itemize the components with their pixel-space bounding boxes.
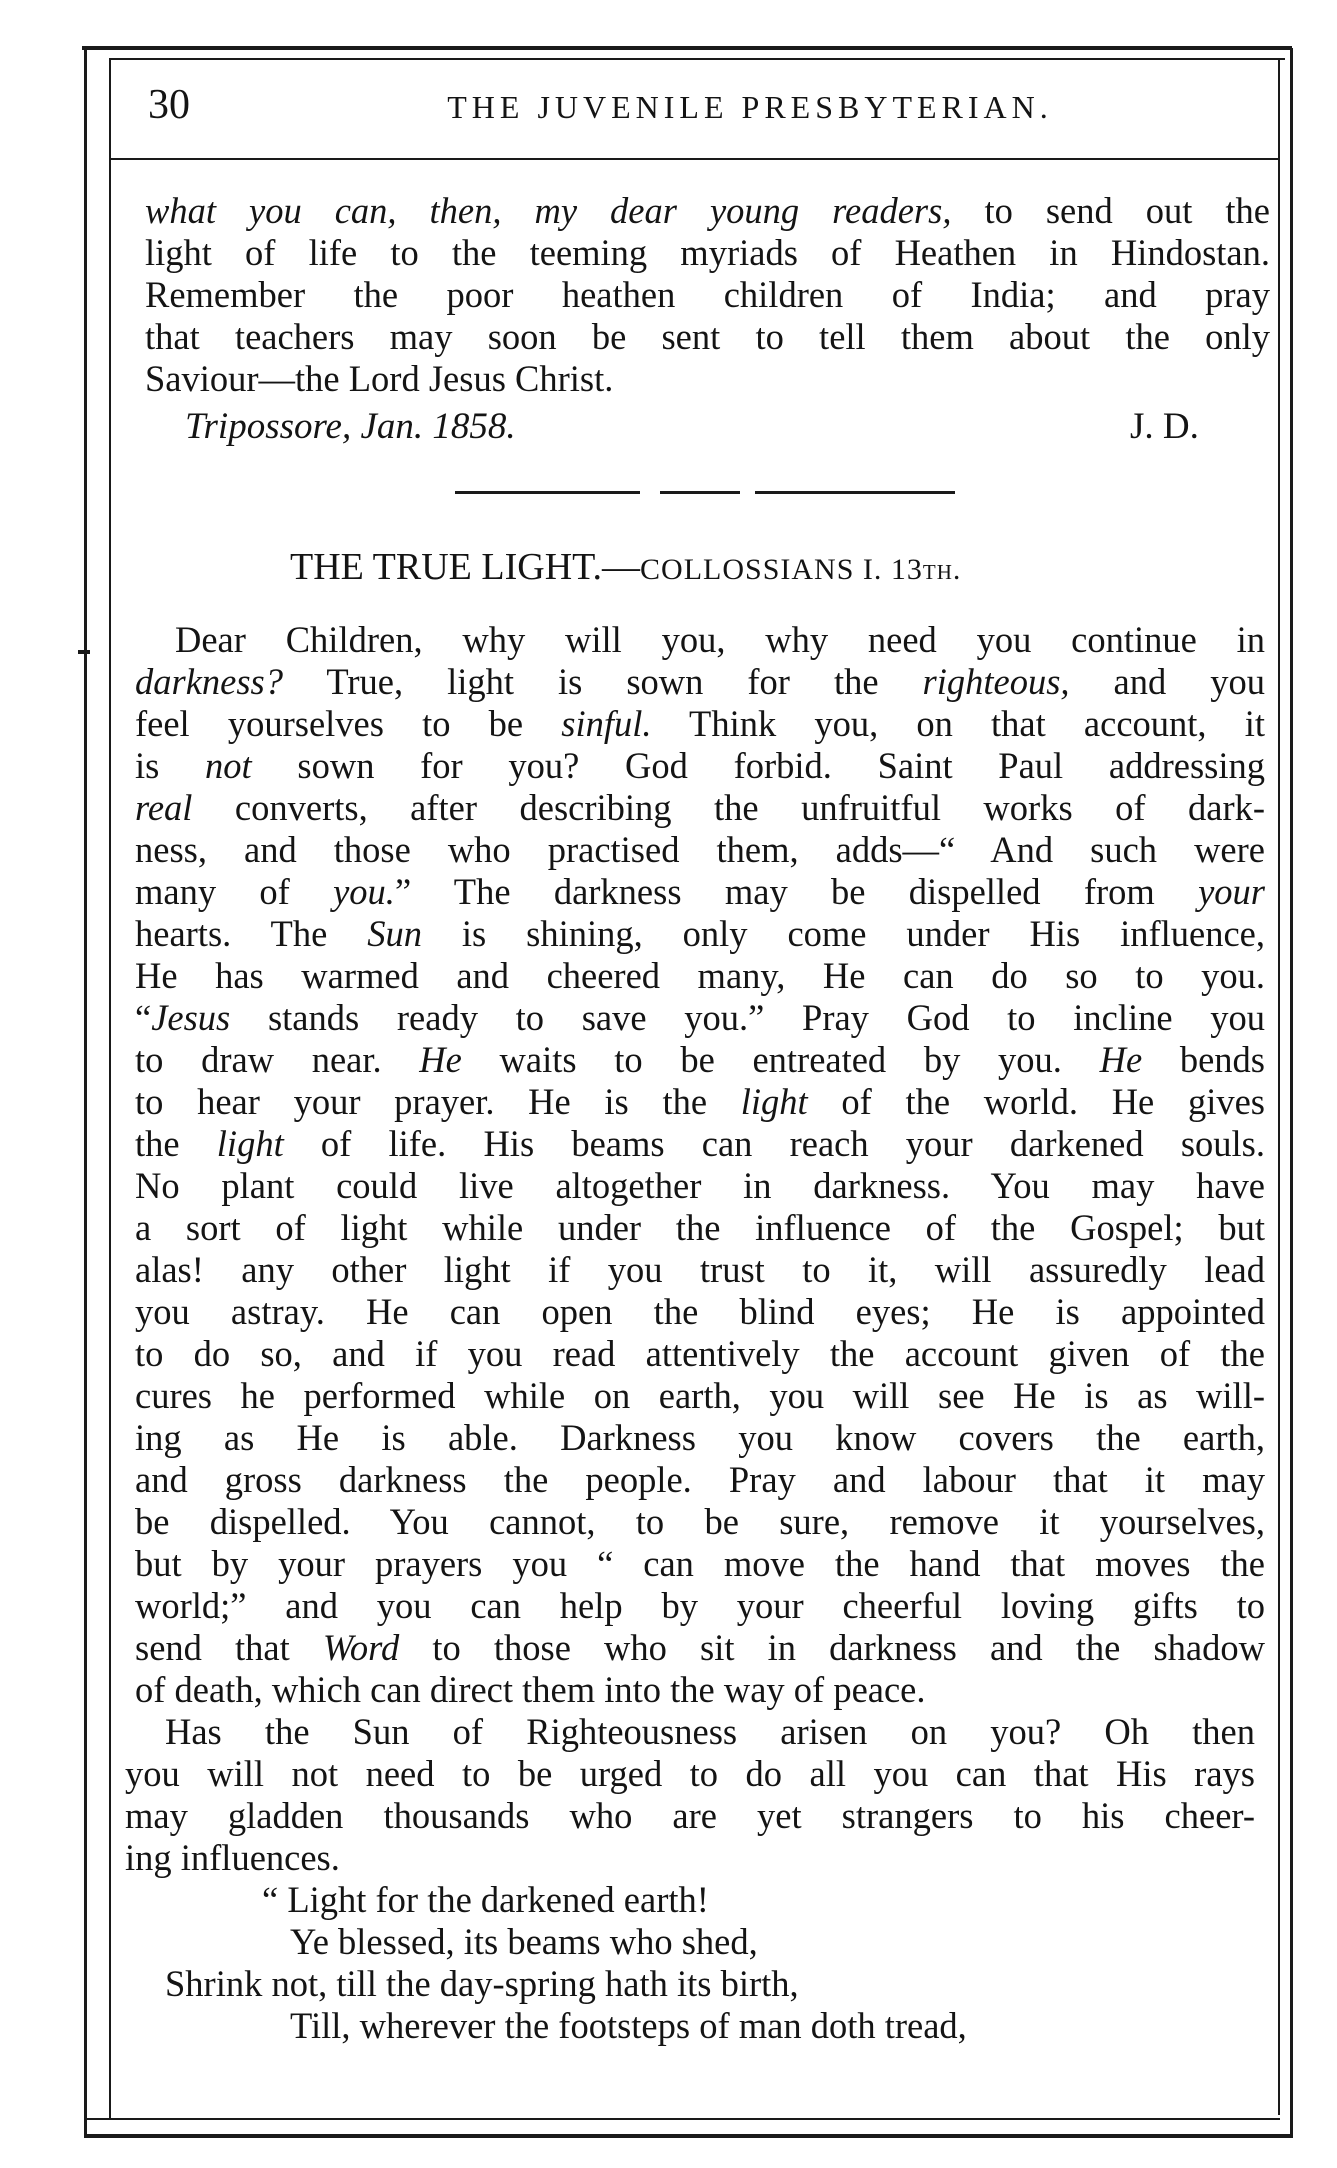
text-line: send that Word to those who sit in darkness and the shadow bbox=[135, 1627, 1265, 1668]
text-line: Has the Sun of Righteousness arisen on you? Oh then bbox=[165, 1711, 1255, 1752]
place-date: Tripossore, Jan. 1858. bbox=[185, 406, 516, 447]
text-line: darkness? True, light is sown for the righteous, and you bbox=[135, 661, 1265, 702]
text-line: but by your prayers you “ can move the hand that moves the bbox=[135, 1543, 1265, 1584]
text-line: He has warmed and cheered many, He can do so to you. bbox=[135, 955, 1265, 996]
text-line: ness, and those who practised them, adds—“ And such were bbox=[135, 829, 1265, 870]
scripture-reference: COLLOSSIANS I. 13th. bbox=[640, 553, 962, 586]
text-line: is not sown for you? God forbid. Saint Paul addressing bbox=[135, 745, 1265, 786]
text-line: alas! any other light if you trust to it, will assuredly lead bbox=[135, 1249, 1265, 1290]
signature: J. D. bbox=[1130, 406, 1199, 447]
text-line: may gladden thousands who are yet strangers to his cheer- bbox=[125, 1795, 1255, 1836]
text-line: the light of life. His beams can reach your darkened souls. bbox=[135, 1123, 1265, 1164]
poem-line: Till, wherever the footsteps of man doth tread, bbox=[290, 2005, 967, 2046]
text-line: light of life to the teeming myriads of Heathen in Hindostan. bbox=[145, 232, 1270, 273]
text-line: you will not need to be urged to do all you can that His rays bbox=[125, 1753, 1255, 1794]
text-line: hearts. The Sun is shining, only come under His influence, bbox=[135, 913, 1265, 954]
text-line: cures he performed while on earth, you will see He is as will- bbox=[135, 1375, 1265, 1416]
running-title: THE JUVENILE PRESBYTERIAN. bbox=[447, 89, 1053, 125]
poem-line: Shrink not, till the day-spring hath its birth, bbox=[165, 1963, 799, 2004]
header-underline bbox=[110, 158, 1280, 160]
text-line: be dispelled. You cannot, to be sure, remove it yourselves, bbox=[135, 1501, 1265, 1542]
text-line: you astray. He can open the blind eyes; He is appointed bbox=[135, 1291, 1265, 1332]
text-line: to do so, and if you read attentively the account given of the bbox=[135, 1333, 1265, 1374]
text-line: No plant could live altogether in darkness. You may have bbox=[135, 1165, 1265, 1206]
text-line: Saviour—the Lord Jesus Christ. bbox=[145, 358, 614, 399]
text-line: many of you.” The darkness may be dispelled from your bbox=[135, 871, 1265, 912]
text-line: to hear your prayer. He is the light of the world. He gives bbox=[135, 1081, 1265, 1122]
text-line: world;” and you can help by your cheerful loving gifts to bbox=[135, 1585, 1265, 1626]
text-line: a sort of light while under the influence of the Gospel; but bbox=[135, 1207, 1265, 1248]
top-border-rule bbox=[82, 46, 1292, 50]
page-number: 30 bbox=[148, 82, 190, 128]
right-border-rule bbox=[1290, 48, 1293, 2138]
text-line: what you can, then, my dear young readers, to send out the bbox=[145, 190, 1270, 231]
right-border-rule-inner bbox=[1278, 60, 1280, 2115]
bottom-border-rule-inner bbox=[86, 2118, 1280, 2120]
section-separator bbox=[455, 491, 640, 494]
left-border-rule-inner bbox=[109, 58, 111, 2118]
text-line: Remember the poor heathen children of India; and pray bbox=[145, 274, 1270, 315]
text-line: ing as He is able. Darkness you know covers the earth, bbox=[135, 1417, 1265, 1458]
text-line: that teachers may soon be sent to tell them about the only bbox=[145, 316, 1270, 357]
poem-line: “ Light for the darkened earth! bbox=[262, 1879, 709, 1920]
margin-mark bbox=[78, 650, 90, 654]
text-line: and gross darkness the people. Pray and labour that it may bbox=[135, 1459, 1265, 1500]
text-line: to draw near. He waits to be entreated by you. He bends bbox=[135, 1039, 1265, 1080]
text-line: real converts, after describing the unfruitful works of dark- bbox=[135, 787, 1265, 828]
text-line: ing influences. bbox=[125, 1837, 340, 1878]
left-border-rule bbox=[84, 48, 87, 2138]
top-border-rule-inner bbox=[110, 58, 1285, 60]
poem-line: Ye blessed, its beams who shed, bbox=[290, 1921, 758, 1962]
text-line: Dear Children, why will you, why need you continue in bbox=[175, 619, 1265, 660]
article-title bbox=[290, 545, 1120, 592]
text-line: “Jesus stands ready to save you.” Pray God to incline you bbox=[135, 997, 1265, 1038]
section-separator bbox=[660, 491, 740, 494]
text-line: feel yourselves to be sinful. Think you, on that account, it bbox=[135, 703, 1265, 744]
section-separator bbox=[755, 491, 955, 494]
text-line: of death, which can direct them into the way of peace. bbox=[135, 1669, 926, 1710]
bottom-border-rule bbox=[84, 2134, 1292, 2138]
article-title-text: THE TRUE LIGHT.— bbox=[290, 546, 641, 588]
